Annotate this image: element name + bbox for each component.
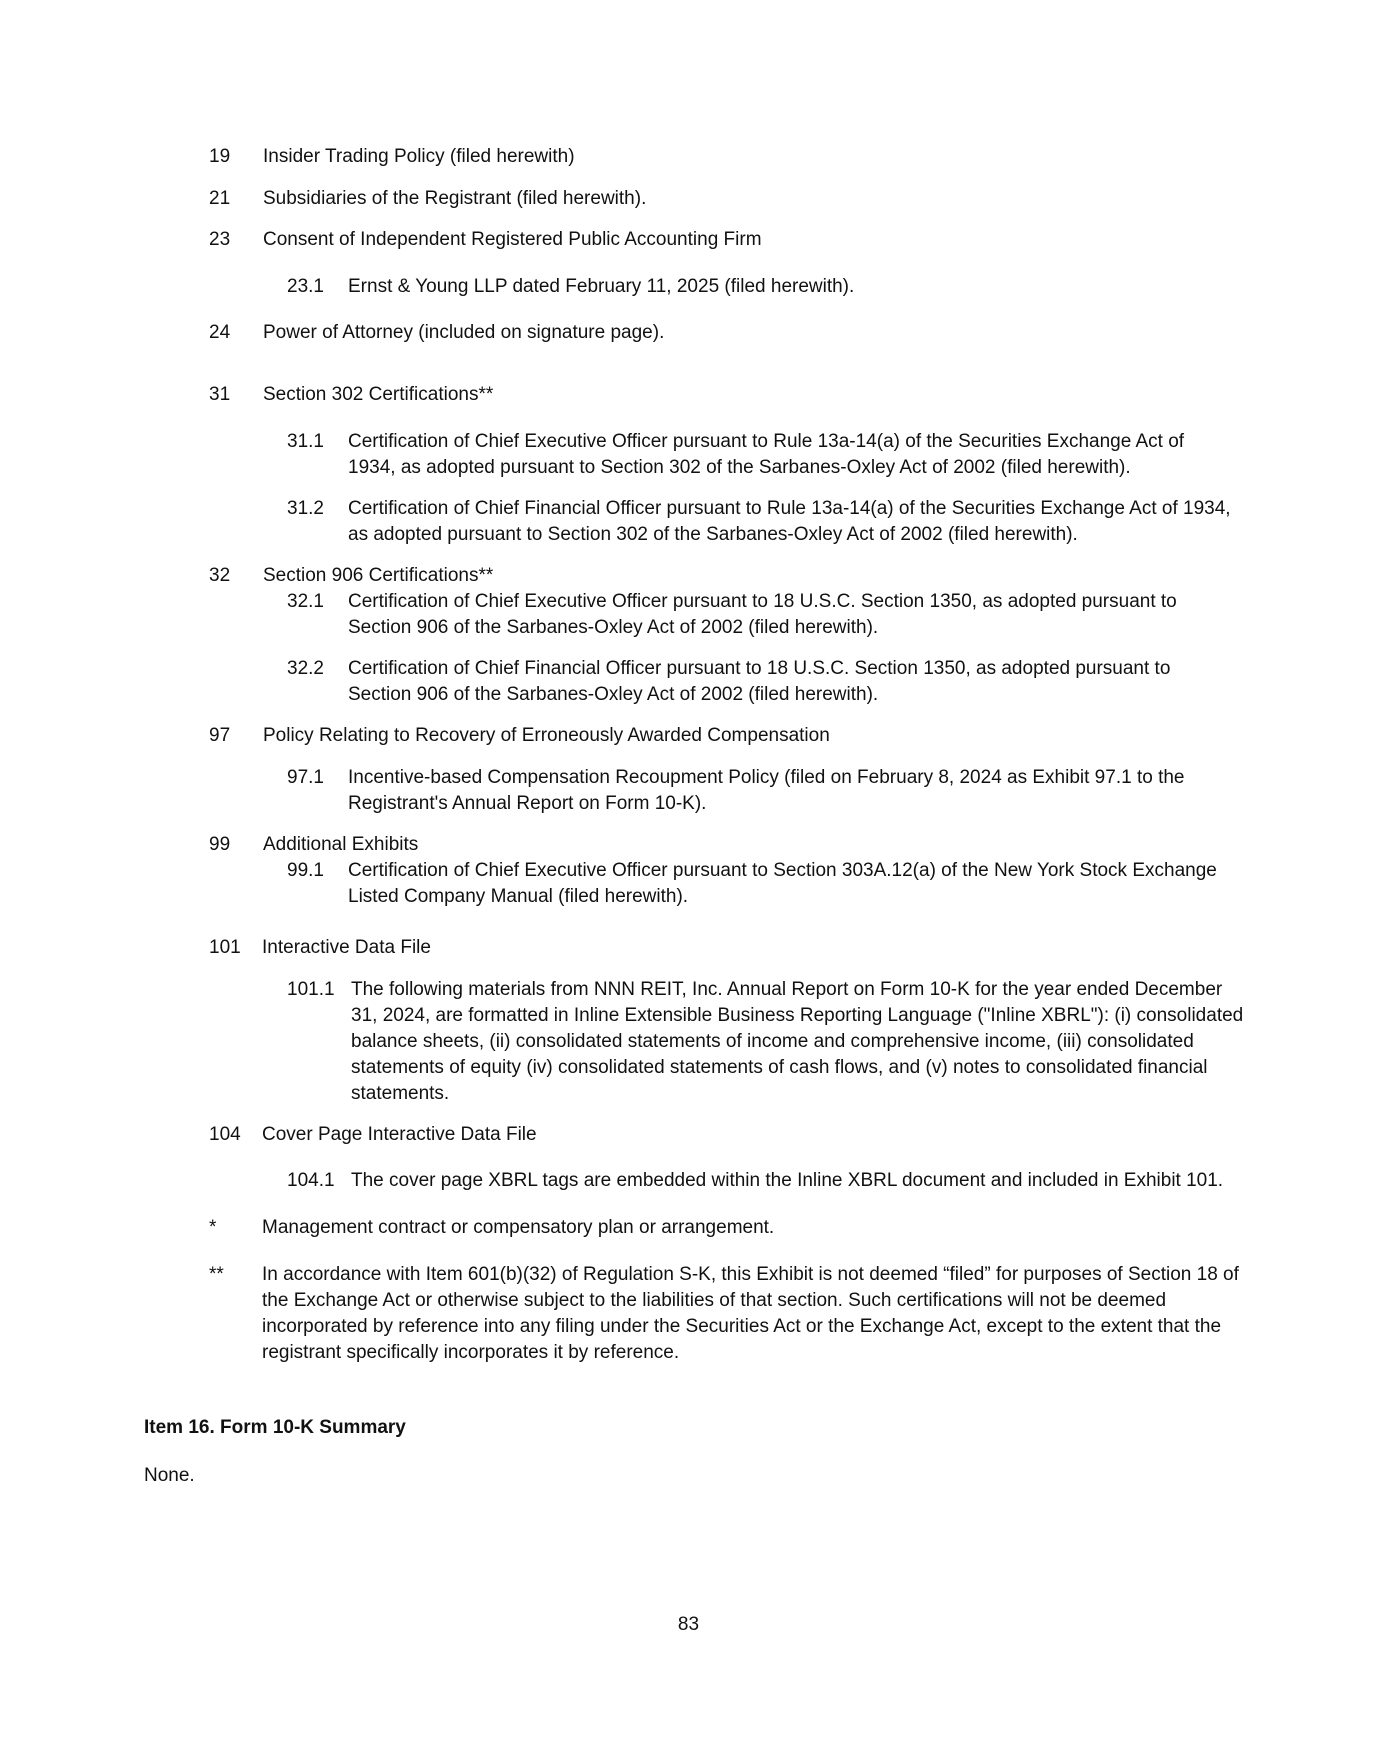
item-16-body: None. xyxy=(144,1465,195,1486)
footnote-text: Management contract or compensatory plan or arrangement. xyxy=(262,1217,775,1238)
sub-exhibit-31-1 xyxy=(287,429,1247,481)
sub-exhibit-text: Incentive-based Compensation Recoupment Policy (filed on February 8, 2024 as Exhibit 97.1 to the Registrant's Annual Report on Form 10-K). xyxy=(348,767,1185,814)
exhibit-number: 99 xyxy=(209,834,231,855)
exhibit-number: 31 xyxy=(209,384,231,405)
sub-exhibit-number: 32.2 xyxy=(287,658,324,679)
exhibit-title: Subsidiaries of the Registrant (filed herewith). xyxy=(263,188,647,209)
sub-exhibit-number: 23.1 xyxy=(287,276,324,297)
exhibit-number: 101 xyxy=(209,937,241,958)
exhibit-number: 21 xyxy=(209,188,231,209)
exhibit-number: 24 xyxy=(209,322,231,343)
exhibit-number: 32 xyxy=(209,565,231,586)
sub-exhibit-97-1 xyxy=(287,765,1247,817)
exhibit-title: Cover Page Interactive Data File xyxy=(262,1124,537,1145)
footnote-mark: ** xyxy=(209,1264,224,1285)
sub-exhibit-text: Ernst & Young LLP dated February 11, 2025 (filed herewith). xyxy=(348,276,855,297)
exhibit-title: Consent of Independent Registered Public Accounting Firm xyxy=(263,229,762,250)
exhibit-title: Policy Relating to Recovery of Erroneously Awarded Compensation xyxy=(263,725,830,746)
sub-exhibit-number: 97.1 xyxy=(287,767,324,788)
item-16-heading: Item 16. Form 10-K Summary xyxy=(144,1417,406,1438)
exhibit-99 xyxy=(209,832,1249,858)
sub-exhibit-text: Certification of Chief Executive Officer pursuant to Rule 13a-14(a) of the Securities Exchange Act of 1934, as adopted pursuant to Section 302 of the Sarbanes-Oxley Act of 2002 (filed herewith). xyxy=(348,431,1185,478)
sub-exhibit-99-1 xyxy=(287,858,1247,910)
exhibit-23 xyxy=(209,227,1249,253)
sub-exhibit-23-1 xyxy=(287,274,1247,300)
exhibit-title: Additional Exhibits xyxy=(263,834,419,855)
sub-exhibit-text: Certification of Chief Executive Officer pursuant to Section 303A.12(a) of the New York Stock Exchange Listed Company Manual (filed herewith). xyxy=(348,860,1217,907)
exhibit-title: Section 302 Certifications** xyxy=(263,384,494,405)
exhibit-104 xyxy=(209,1122,1249,1148)
exhibit-number: 104 xyxy=(209,1124,241,1145)
sub-exhibit-number: 104.1 xyxy=(287,1170,335,1191)
exhibit-19 xyxy=(209,144,1249,170)
sub-exhibit-text: Certification of Chief Financial Officer pursuant to 18 U.S.C. Section 1350, as adopted pursuant to Section 906 of the Sarbanes-Oxley Act of 2002 (filed herewith). xyxy=(348,658,1171,705)
exhibit-31 xyxy=(209,382,1249,408)
exhibit-21 xyxy=(209,186,1249,212)
sub-exhibit-101-1 xyxy=(287,977,1247,1107)
sub-exhibit-number: 32.1 xyxy=(287,591,324,612)
sub-exhibit-32-1 xyxy=(287,589,1247,641)
sub-exhibit-text: The following materials from NNN REIT, Inc. Annual Report on Form 10-K for the year ended December 31, 2024, are formatted in Inline Extensible Business Reporting Language ("Inline XBRL"): (i) consolidated balance sheets, (ii) consolidated statements of income and comprehensive income, (iii) consolidated statements of equity (iv) consolidated statements of cash flows, and (v) notes to consolidated financial statements. xyxy=(351,979,1244,1104)
footnote-double-asterisk xyxy=(209,1262,1249,1366)
sub-exhibit-number: 31.1 xyxy=(287,431,324,452)
sub-exhibit-104-1 xyxy=(287,1168,1247,1194)
exhibit-24 xyxy=(209,320,1249,346)
exhibit-title: Insider Trading Policy (filed herewith) xyxy=(263,146,575,167)
exhibit-title: Section 906 Certifications** xyxy=(263,565,494,586)
exhibit-number: 97 xyxy=(209,725,231,746)
footnote-mark: * xyxy=(209,1217,217,1238)
sub-exhibit-text: Certification of Chief Executive Officer pursuant to 18 U.S.C. Section 1350, as adopted pursuant to Section 906 of the Sarbanes-Oxley Act of 2002 (filed herewith). xyxy=(348,591,1177,638)
exhibit-97 xyxy=(209,723,1249,749)
exhibit-32 xyxy=(209,563,1249,589)
exhibit-title: Interactive Data File xyxy=(262,937,431,958)
footnote-single-asterisk xyxy=(209,1215,1249,1241)
exhibit-number: 23 xyxy=(209,229,231,250)
sub-exhibit-number: 31.2 xyxy=(287,498,324,519)
sub-exhibit-32-2 xyxy=(287,656,1247,708)
sub-exhibit-number: 99.1 xyxy=(287,860,324,881)
footnote-text: In accordance with Item 601(b)(32) of Regulation S-K, this Exhibit is not deemed “filed” for purposes of Section 18 of the Exchange Act or otherwise subject to the liabilities of that section. Such certifications will not be deemed incorporated by reference into any filing under the Securities Act or the Exchange Act, except to the extent that the registrant specifically incorporates it by reference. xyxy=(262,1264,1239,1363)
sub-exhibit-31-2 xyxy=(287,496,1247,548)
sub-exhibit-number: 101.1 xyxy=(287,979,335,1000)
sub-exhibit-text: The cover page XBRL tags are embedded within the Inline XBRL document and included in Exhibit 101. xyxy=(351,1170,1224,1191)
page-number: 83 xyxy=(677,1614,700,1635)
exhibit-title: Power of Attorney (included on signature page). xyxy=(263,322,665,343)
exhibit-101 xyxy=(209,935,1249,961)
exhibit-number: 19 xyxy=(209,146,231,167)
sub-exhibit-text: Certification of Chief Financial Officer pursuant to Rule 13a-14(a) of the Securities Exchange Act of 1934, as adopted pursuant to Section 302 of the Sarbanes-Oxley Act of 2002 (filed herewith). xyxy=(348,498,1231,545)
